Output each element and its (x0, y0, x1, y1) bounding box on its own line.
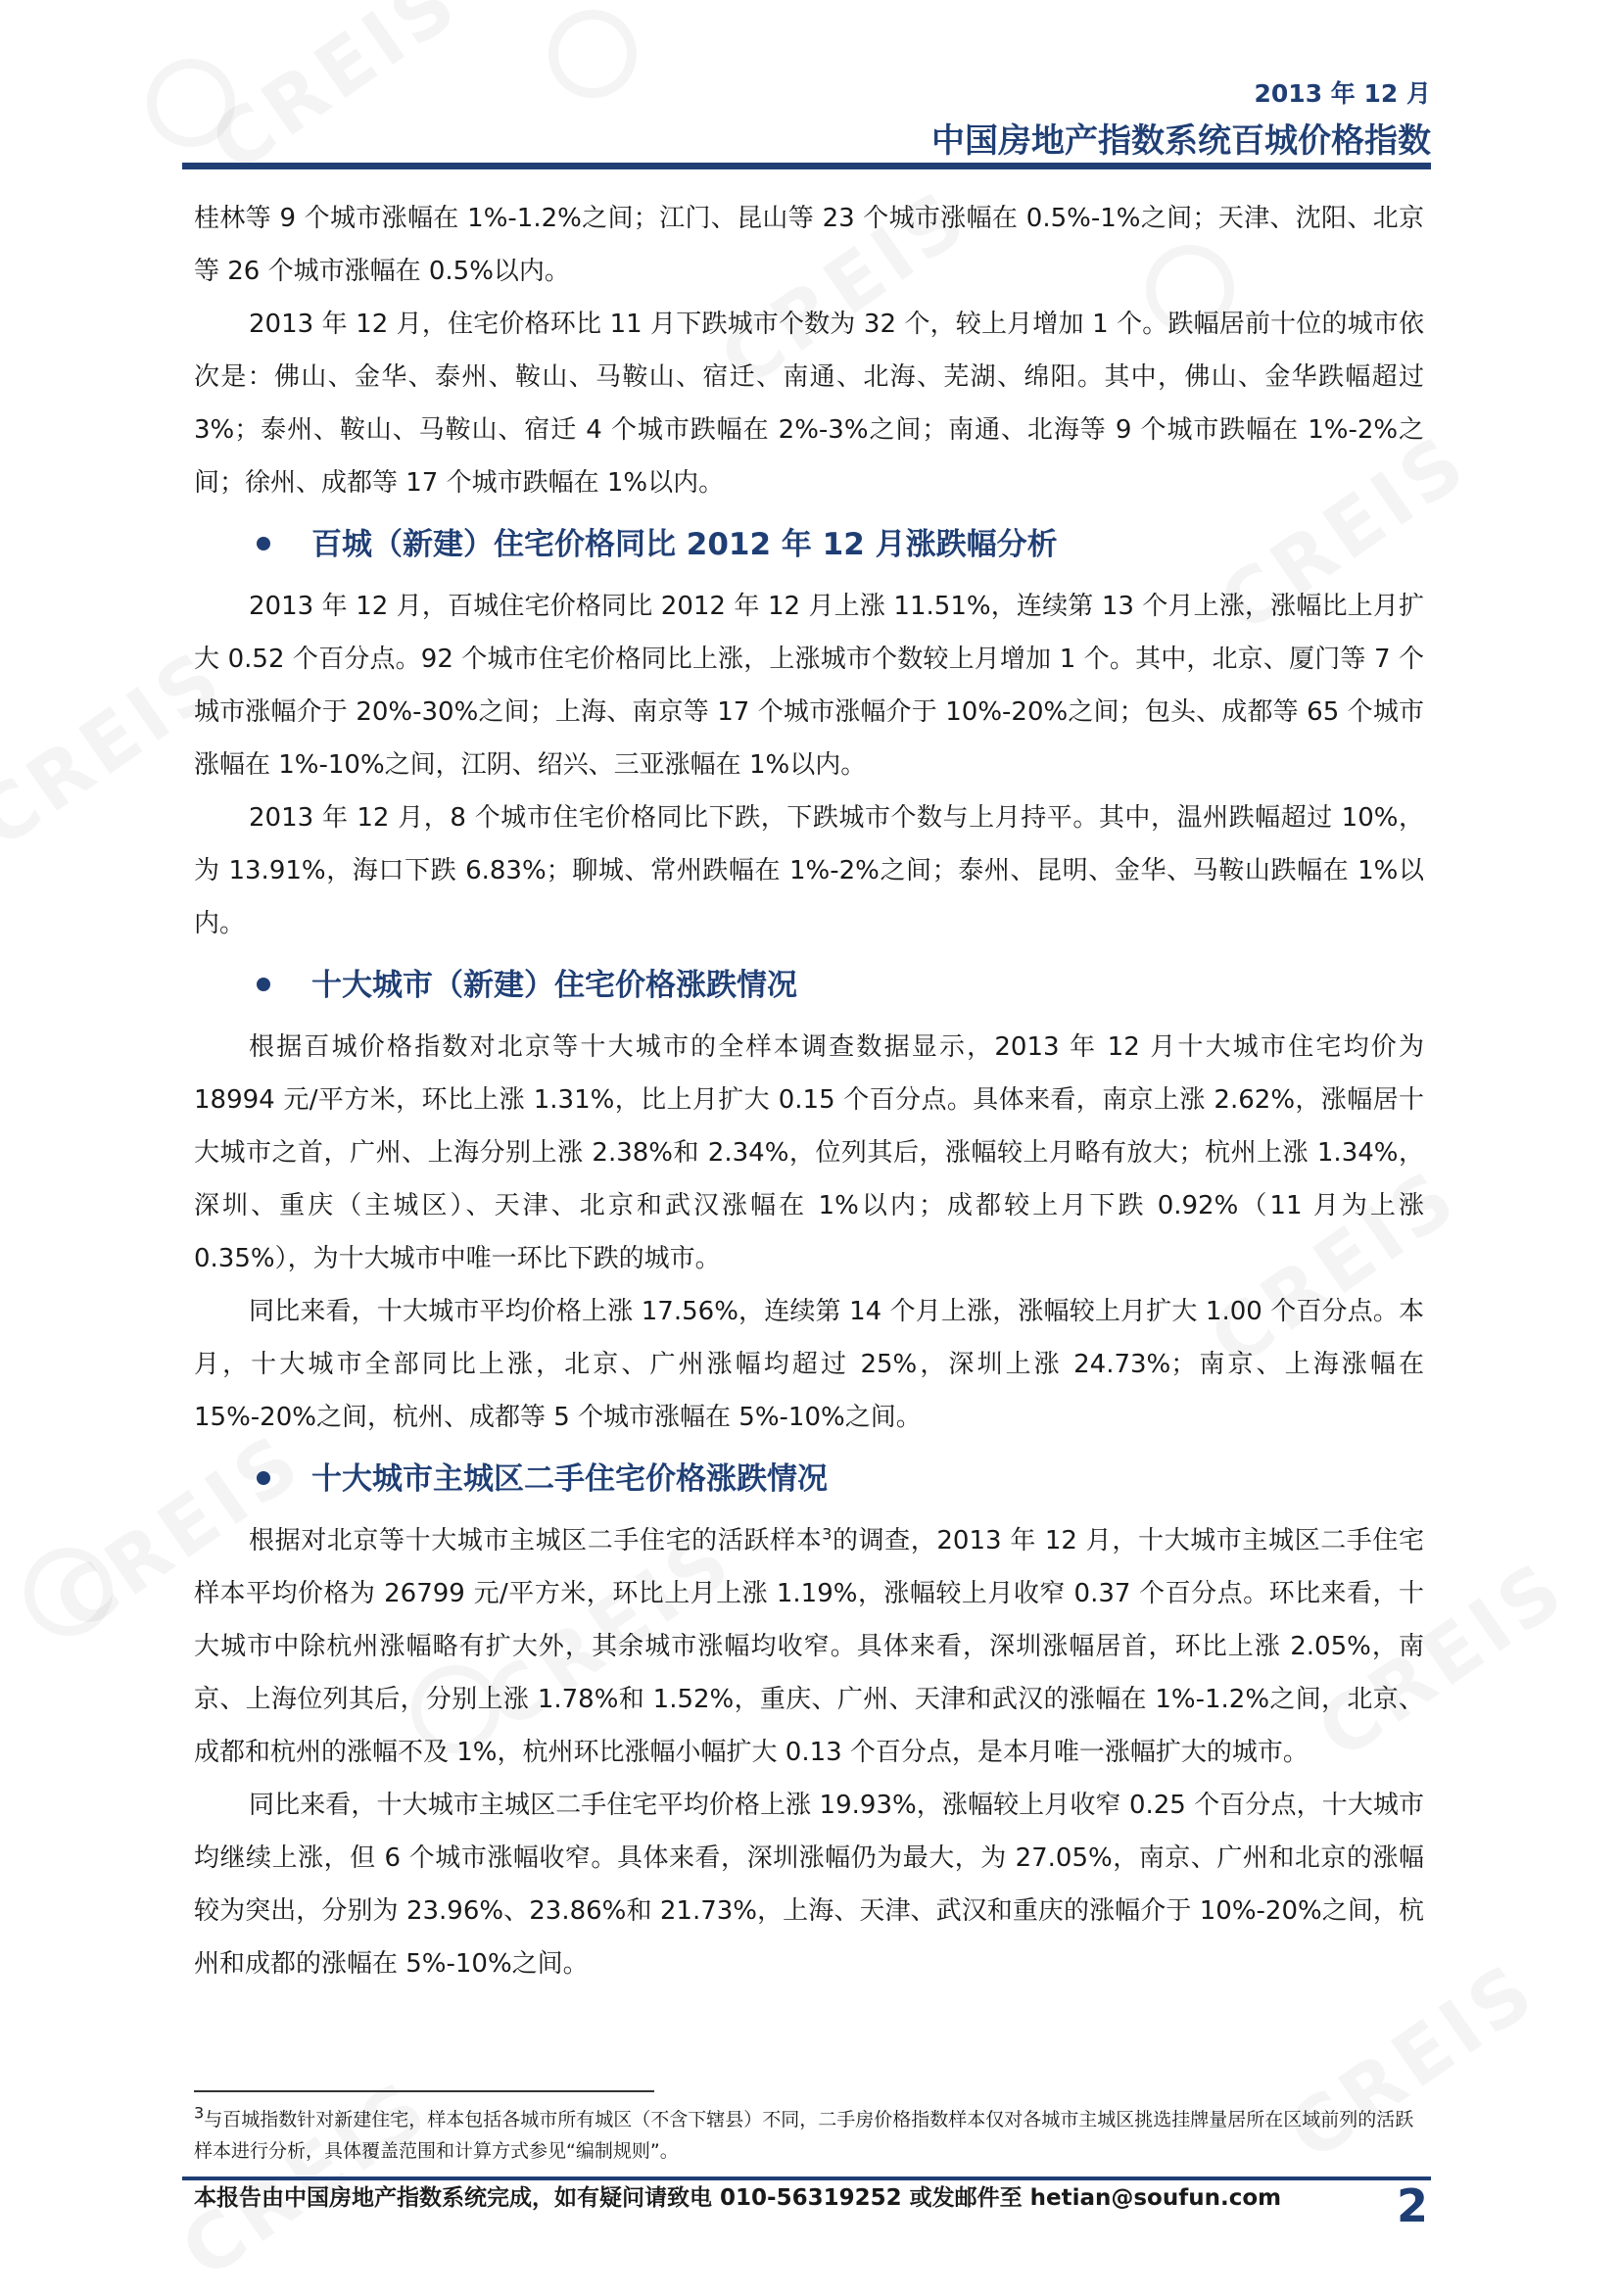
watermark-logo (147, 59, 235, 147)
footnote-text: 与百城指数针对新建住宅，样本包括各城市所有城区（不含下辖县）不同，二手房价格指数样本仅对各城市主城区挑选挂牌量居所在区域前列的活跃样本进行分析，具体覆盖范围和计算方式参见“编制规则”。 (194, 2109, 1414, 2162)
paragraph: 同比来看，十大城市平均价格上涨 17.56%，连续第 14 个月上涨，涨幅较上月扩大 1.00 个百分点。本月，十大城市全部同比上涨，北京、广州涨幅均超过 25%，深圳上涨 24.73%；南京、上海涨幅在 15%-20%之间，杭州、成都等 5 个城市涨幅在 5%-10%之间。 (194, 1297, 1424, 1432)
header-divider (182, 163, 1431, 169)
paragraph: 同比来看，十大城市主城区二手住宅平均价格上涨 19.93%，涨幅较上月收窄 0.25 个百分点，十大城市均继续上涨，但 6 个城市涨幅收窄。具体来看，深圳涨幅仍为最大，为 27.05%，南京、广州和北京的涨幅较为突出，分别为 23.96%、23.86%和 21.73%，上海、天津、武汉和重庆的涨幅介于 10%-20%之间，杭州和成都的涨幅在 5%-10%之间。 (194, 1791, 1424, 1979)
bullet-icon (257, 978, 270, 991)
footer-contact: 本报告由中国房地产指数系统完成，如有疑问请致电 010-56319252 或发邮件至 hetian@soufun.com (194, 2185, 1282, 2211)
page-number: 2 (1396, 2179, 1428, 2232)
paragraph (194, 1514, 1424, 1779)
section-heading-text: 十大城市（新建）住宅价格涨跌情况 (311, 968, 797, 1003)
footnote-mark: 3 (194, 2103, 205, 2123)
paragraph-text: 根据对北京等十大城市主城区二手住宅的活跃样本 (249, 1526, 823, 1555)
paragraph: 2013 年 12 月，8 个城市住宅价格同比下跌，下跌城市个数与上月持平。其中，温州跌幅超过 10%，为 13.91%，海口下跌 6.83%；聊城、常州跌幅在 1%-2%之间；泰州、昆明、金华、马鞍山跌幅在 1%以内。 (194, 803, 1424, 938)
report-title: 中国房地产指数系统百城价格指数 (931, 121, 1431, 161)
paragraph: 桂林等 9 个城市涨幅在 1%-1.2%之间；江门、昆山等 23 个城市涨幅在 0.5%-1%之间；天津、沈阳、北京等 26 个城市涨幅在 0.5%以内。 (194, 204, 1424, 286)
section-heading (194, 1444, 1424, 1514)
bullet-icon (257, 1471, 270, 1485)
report-date: 2013 年 12 月 (1254, 79, 1431, 108)
paragraph-text: 的调查，2013 年 12 月，十大城市主城区二手住宅样本平均价格为 26799 元/平方米，环比上月上涨 1.19%，涨幅较上月收窄 0.37 个百分点。环比来看，十大城市中除杭州涨幅略有扩大外，其余城市涨幅均收窄。具体来看，深圳涨幅居首，环比上涨 2.05%，南京、上海位列其后，分别上涨 1.78%和 1.52%，重庆、广州、天津和武汉的涨幅在 1%-1.2%之间，北京、成都和杭州的涨幅不及 1%，杭州环比涨幅小幅扩大 0.13 个百分点，是本月唯一涨幅扩大的城市。 (194, 1526, 1424, 1767)
watermark-logo (24, 1548, 113, 1636)
footnote-reference[interactable]: 3 (822, 1524, 833, 1544)
paragraph: 2013 年 12 月，住宅价格环比 11 月下跌城市个数为 32 个，较上月增加 1 个。跌幅居前十位的城市依次是：佛山、金华、泰州、鞍山、马鞍山、宿迁、南通、北海、芜湖、绵阳。其中，佛山、金华跌幅超过 3%；泰州、鞍山、马鞍山、宿迁 4 个城市跌幅在 2%-3%之间；南通、北海等 9 个城市跌幅在 1%-2%之间；徐州、成都等 17 个城市跌幅在 1%以内。 (194, 310, 1424, 498)
footnote-divider (194, 2090, 654, 2092)
watermark-logo (548, 10, 637, 98)
bullet-icon (257, 537, 270, 550)
section-heading-text: 百城（新建）住宅价格同比 2012 年 12 月涨跌幅分析 (311, 527, 1058, 562)
section-heading (194, 950, 1424, 1021)
paragraph: 根据百城价格指数对北京等十大城市的全样本调查数据显示，2013 年 12 月十大城市住宅均价为 18994 元/平方米，环比上涨 1.31%，比上月扩大 0.15 个百分点。具体来看，南京上涨 2.62%，涨幅居十大城市之首，广州、上海分别上涨 2.38%和 2.34%，位列其后，涨幅较上月略有放大；杭州上涨 1.34%，深圳、重庆（主城区）、天津、北京和武汉涨幅在 1%以内；成都较上月下跌 0.92%（11 月为上涨 0.35%），为十大城市中唯一环比下跌的城市。 (194, 1032, 1424, 1273)
paragraph: 2013 年 12 月，百城住宅价格同比 2012 年 12 月上涨 11.51%，连续第 13 个月上涨，涨幅比上月扩大 0.52 个百分点。92 个城市住宅价格同比上涨，上涨城市个数较上月增加 1 个。其中，北京、厦门等 7 个城市涨幅介于 20%-30%之间；上海、南京等 17 个城市涨幅介于 10%-20%之间；包头、成都等 65 个城市涨幅在 1%-10%之间，江阴、绍兴、三亚涨幅在 1%以内。 (194, 592, 1424, 780)
footnote (194, 2104, 1424, 2167)
section-heading (194, 509, 1424, 580)
section-heading-text: 十大城市主城区二手住宅价格涨跌情况 (311, 1461, 828, 1497)
report-body (194, 192, 1424, 1990)
watermark (196, 0, 476, 190)
